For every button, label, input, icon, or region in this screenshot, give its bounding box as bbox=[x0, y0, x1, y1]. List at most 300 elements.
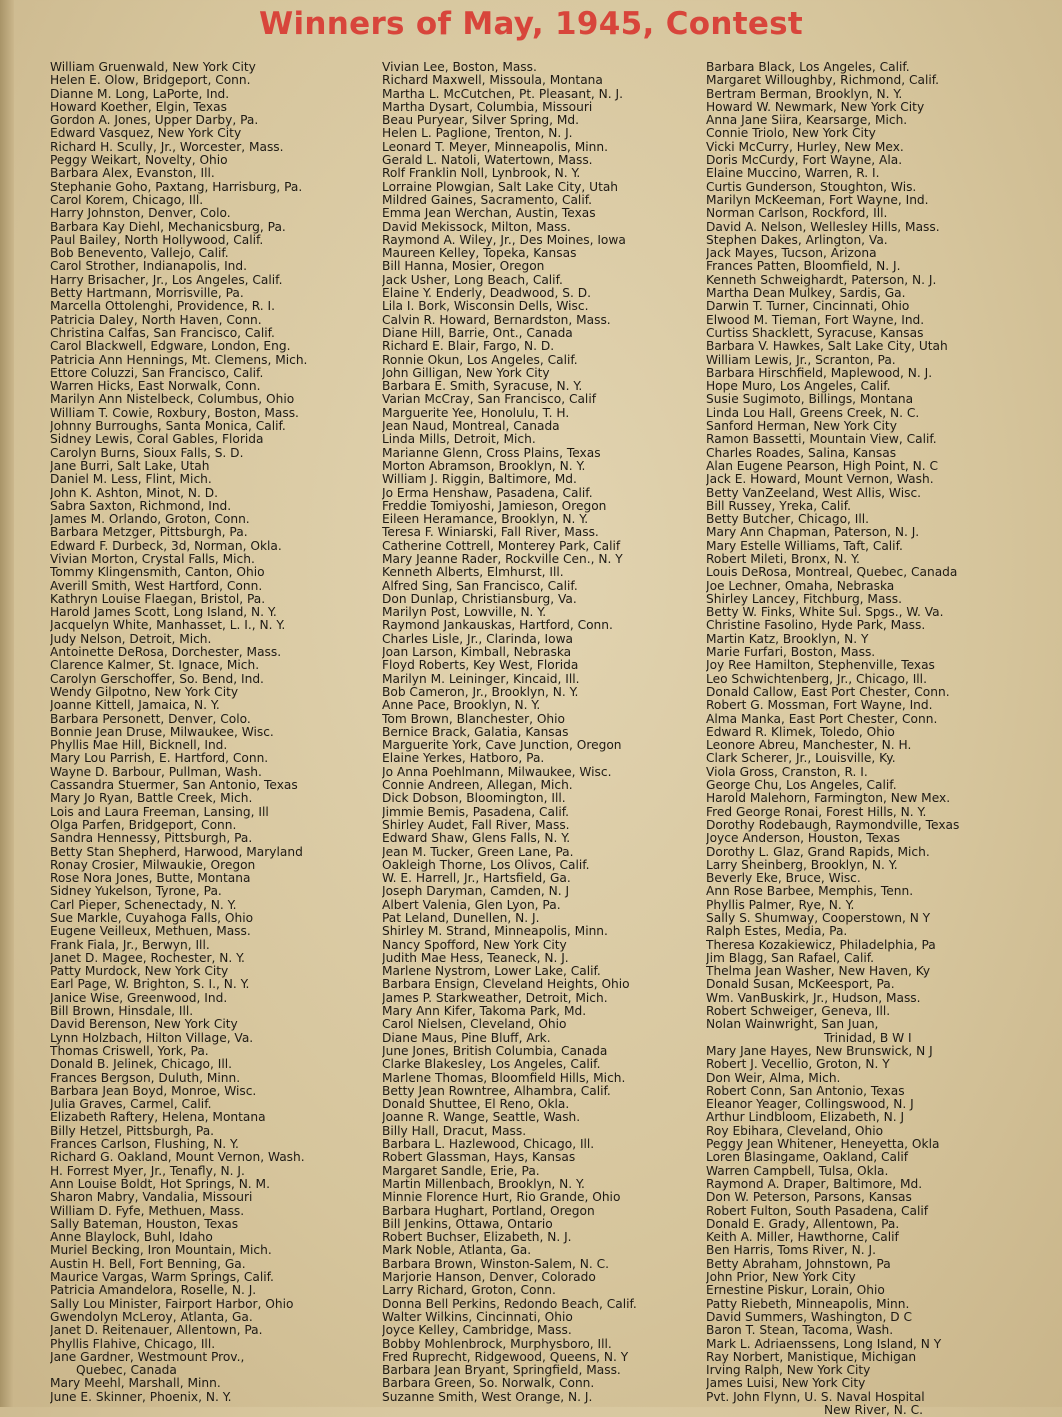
winner-entry: H. Forrest Myer, Jr., Tenafly, N. J. bbox=[50, 1164, 245, 1178]
winner-entry: Mary Ann Chapman, Paterson, N. J. bbox=[706, 526, 920, 540]
winner-entry: Thelma Jean Washer, New Haven, Ky bbox=[706, 965, 931, 979]
winner-entry: Shirley Lancey, Fitchburg, Mass. bbox=[706, 592, 902, 606]
winner-entry: Marilyn McKeeman, Fort Wayne, Ind. bbox=[706, 193, 929, 207]
winner-entry: Carl Pieper, Schenectady, N. Y. bbox=[50, 898, 237, 912]
winner-entry: Bill Jenkins, Ottawa, Ontario bbox=[382, 1217, 553, 1231]
winner-entry: Barbara Metzger, Pittsburgh, Pa. bbox=[50, 526, 248, 540]
winner-entry: Marguerite Yee, Honolulu, T. H. bbox=[382, 406, 570, 420]
winner-entry: Norman Carlson, Rockford, Ill. bbox=[706, 207, 888, 221]
winner-entry: Charles Lisle, Jr., Clarinda, Iowa bbox=[382, 632, 574, 646]
winner-entry: Bonnie Jean Druse, Milwaukee, Wisc. bbox=[50, 725, 274, 739]
winner-entry: Betty Jean Rowntree, Alhambra, Calif. bbox=[382, 1084, 611, 1098]
winner-entry: Sally Bateman, Houston, Texas bbox=[50, 1217, 239, 1231]
winner-entry: Betty Hartmann, Morrisville, Pa. bbox=[50, 287, 244, 301]
winner-entry: Quebec, Canada bbox=[76, 1364, 177, 1378]
winner-entry: Jim Blagg, San Rafael, Calif. bbox=[706, 951, 875, 965]
winner-entry: Patricia Amandelora, Roselle, N. J. bbox=[50, 1284, 257, 1298]
winner-entry: Jack Usher, Long Beach, Calif. bbox=[382, 273, 563, 287]
winner-entry: Johnny Burroughs, Santa Monica, Calif. bbox=[50, 420, 286, 434]
winner-entry: Ann Rose Barbee, Memphis, Tenn. bbox=[706, 885, 914, 899]
winner-entry: Wendy Gilpotno, New York City bbox=[50, 685, 239, 699]
winner-entry: Elizabeth Raftery, Helena, Montana bbox=[50, 1111, 266, 1125]
winner-entry: David Berenson, New York City bbox=[50, 1018, 238, 1032]
winner-entry: Martha Dysart, Columbia, Missouri bbox=[382, 100, 593, 114]
winner-entry: June Jones, British Columbia, Canada bbox=[382, 1044, 608, 1058]
winner-entry: Austin H. Bell, Fort Benning, Ga. bbox=[50, 1257, 246, 1271]
winner-entry: Barbara Ensign, Cleveland Heights, Ohio bbox=[382, 978, 630, 992]
winner-entry: Curtiss Shacklett, Syracuse, Kansas bbox=[706, 326, 924, 340]
winner-entry: Warren Campbell, Tulsa, Okla. bbox=[706, 1164, 889, 1178]
winner-entry: Sandra Hennessy, Pittsburgh, Pa. bbox=[50, 832, 253, 846]
winner-entry: Raymond A. Wiley, Jr., Des Moines, Iowa bbox=[382, 233, 626, 247]
winner-entry: Beverly Eke, Bruce, Wisc. bbox=[706, 872, 861, 886]
winner-entry: Sally Lou Minister, Fairport Harbor, Ohio bbox=[50, 1297, 294, 1311]
winner-entry: Bill Russey, Yreka, Calif. bbox=[706, 499, 851, 513]
winner-entry: Linda Lou Hall, Greens Creek, N. C. bbox=[706, 406, 920, 420]
winner-entry: Mary Jeanne Rader, Rockville Cen., N. Y bbox=[382, 552, 623, 566]
winner-entry: Robert Schweiger, Geneva, Ill. bbox=[706, 1005, 891, 1019]
winner-entry: Raymond A. Draper, Baltimore, Md. bbox=[706, 1177, 923, 1191]
winner-entry: Arthur Lindbloom, Elizabeth, N. J bbox=[706, 1111, 905, 1125]
winner-entry: Elwood M. Tieman, Fort Wayne, Ind. bbox=[706, 313, 925, 327]
winner-entry: Barbara Hughart, Portland, Oregon bbox=[382, 1204, 595, 1218]
winner-entry: John K. Ashton, Minot, N. D. bbox=[50, 486, 218, 500]
winner-entry: Linda Mills, Detroit, Mich. bbox=[382, 433, 536, 447]
winner-entry: Elaine Yerkes, Hatboro, Pa. bbox=[382, 752, 545, 766]
winner-entry: Marlene Nystrom, Lower Lake, Calif. bbox=[382, 965, 601, 979]
winner-entry: Muriel Becking, Iron Mountain, Mich. bbox=[50, 1244, 272, 1258]
winner-entry: Ettore Coluzzi, San Francisco, Calif. bbox=[50, 366, 264, 380]
winner-entry: Louis DeRosa, Montreal, Quebec, Canada bbox=[706, 566, 958, 580]
winner-entry: Jacquelyn White, Manhasset, L. I., N. Y. bbox=[50, 619, 286, 633]
winner-entry: Joan Larson, Kimball, Nebraska bbox=[382, 646, 572, 660]
winner-entry: John Prior, New York City bbox=[706, 1271, 856, 1285]
winner-entry: Roy Ebihara, Cleveland, Ohio bbox=[706, 1124, 884, 1138]
winner-entry: Joanne Kittell, Jamaica, N. Y. bbox=[50, 699, 220, 713]
winner-entry: Eleanor Yeager, Collingswood, N. J bbox=[706, 1098, 914, 1112]
winner-entry: Howard W. Newmark, New York City bbox=[706, 100, 925, 114]
winner-entry: Bertram Berman, Brooklyn, N. Y. bbox=[706, 87, 903, 101]
winner-entry: Anne Blaylock, Buhl, Idaho bbox=[50, 1231, 213, 1245]
winner-entry: Anne Pace, Brooklyn, N. Y. bbox=[382, 699, 541, 713]
winner-entry: Carol Strother, Indianapolis, Ind. bbox=[50, 260, 248, 274]
winner-entry: Stephen Dakes, Arlington, Va. bbox=[706, 233, 888, 247]
winner-entry: Larry Sheinberg, Brooklyn, N. Y. bbox=[706, 858, 898, 872]
winner-entry: Mildred Gaines, Sacramento, Calif. bbox=[382, 193, 592, 207]
winner-entry: Martin Millenbach, Brooklyn, N. Y. bbox=[382, 1177, 585, 1191]
winner-entry: Oakleigh Thorne, Los Olivos, Calif. bbox=[382, 858, 590, 872]
winner-entry: Morton Abramson, Brooklyn, N. Y. bbox=[382, 459, 586, 473]
winner-entry: Phyllis Mae Hill, Bicknell, Ind. bbox=[50, 739, 228, 753]
winner-entry: Edward Shaw, Glens Falls, N. Y. bbox=[382, 832, 571, 846]
winner-entry: Marilyn M. Leininger, Kincaid, Ill. bbox=[382, 672, 580, 686]
winner-entry: Minnie Florence Hurt, Rio Grande, Ohio bbox=[382, 1191, 621, 1205]
winner-entry: Sidney Yukelson, Tyrone, Pa. bbox=[50, 885, 222, 899]
winner-entry: Fred Ruprecht, Ridgewood, Queens, N. Y bbox=[382, 1350, 629, 1364]
winner-entry: Diane Maus, Pine Bluff, Ark. bbox=[382, 1031, 551, 1045]
winner-entry: Anna Jane Siira, Kearsarge, Mich. bbox=[706, 114, 908, 128]
winner-entry: Barbara Jean Boyd, Monroe, Wisc. bbox=[50, 1084, 257, 1098]
winner-entry: George Chu, Los Angeles, Calif. bbox=[706, 779, 897, 793]
winner-entry: Marilyn Ann Nistelbeck, Columbus, Ohio bbox=[50, 393, 295, 407]
winner-entry: Nancy Spofford, New York City bbox=[382, 938, 567, 952]
winner-entry: Marie Furfari, Boston, Mass. bbox=[706, 646, 876, 660]
winner-entry: Marlene Thomas, Bloomfield Hills, Mich. bbox=[382, 1071, 626, 1085]
winner-entry: Viola Gross, Cranston, R. I. bbox=[706, 765, 868, 779]
winner-entry: Barbara E. Smith, Syracuse, N. Y. bbox=[382, 380, 583, 394]
winner-entry: Nolan Wainwright, San Juan, bbox=[706, 1018, 879, 1032]
winner-entry: Mary Meehl, Marshall, Minn. bbox=[50, 1377, 221, 1391]
winner-entry: Patty Murdock, New York City bbox=[50, 965, 229, 979]
winner-entry: Carol Nielsen, Cleveland, Ohio bbox=[382, 1018, 567, 1032]
winner-entry: Tommy Klingensmith, Canton, Ohio bbox=[50, 566, 265, 580]
winner-entry: Mary Lou Parrish, E. Hartford, Conn. bbox=[50, 752, 269, 766]
winner-entry: Frances Carlson, Flushing, N. Y. bbox=[50, 1138, 239, 1152]
page-title: Winners of May, 1945, Contest bbox=[258, 6, 804, 42]
winner-entry: Alma Manka, East Port Chester, Conn. bbox=[706, 712, 938, 726]
winner-entry: Julia Graves, Carmel, Calif. bbox=[50, 1098, 212, 1112]
winner-entry: Dorothy Rodebaugh, Raymondville, Texas bbox=[706, 818, 960, 832]
winner-entry: Richard Maxwell, Missoula, Montana bbox=[382, 74, 603, 88]
winner-entry: Connie Andreen, Allegan, Mich. bbox=[382, 779, 573, 793]
winner-entry: Mary Jo Ryan, Battle Creek, Mich. bbox=[50, 792, 253, 806]
winner-entry: Donald E. Grady, Allentown, Pa. bbox=[706, 1217, 900, 1231]
winner-entry: Ralph Estes, Media, Pa. bbox=[706, 925, 848, 939]
winner-entry: Donald Susan, McKeesport, Pa. bbox=[706, 978, 895, 992]
winner-entry: Judith Mae Hess, Teaneck, N. J. bbox=[382, 951, 569, 965]
winner-entry: Jimmie Bemis, Pasadena, Calif. bbox=[382, 805, 569, 819]
winner-entry: Connie Triolo, New York City bbox=[706, 127, 876, 141]
winner-entry: Robert Conn, San Antonio, Texas bbox=[706, 1084, 905, 1098]
winner-entry: Peggy Jean Whitener, Heneyetta, Okla bbox=[706, 1138, 940, 1152]
winner-entry: Jo Erma Henshaw, Pasadena, Calif. bbox=[382, 486, 593, 500]
winner-entry: Bob Benevento, Vallejo, Calif. bbox=[50, 247, 229, 261]
winner-entry: Patricia Ann Hennings, Mt. Clemens, Mich. bbox=[50, 353, 308, 367]
winner-entry: Gwendolyn McLeroy, Atlanta, Ga. bbox=[50, 1310, 253, 1324]
winner-entry: Edward F. Durbeck, 3d, Norman, Okla. bbox=[50, 539, 282, 553]
winner-entry: Olga Parfen, Bridgeport, Conn. bbox=[50, 818, 237, 832]
winner-entry: Lila I. Bork, Wisconsin Dells, Wisc. bbox=[382, 300, 589, 314]
winner-entry: Bob Cameron, Jr., Brooklyn, N. Y. bbox=[382, 685, 579, 699]
winner-entry: Frances Bergson, Duluth, Minn. bbox=[50, 1071, 241, 1085]
winner-entry: Suzanne Smith, West Orange, N. J. bbox=[382, 1390, 593, 1404]
winner-entry: David Mekissock, Milton, Mass. bbox=[382, 220, 571, 234]
winner-entry: Edward R. Klimek, Toledo, Ohio bbox=[706, 725, 895, 739]
winner-entry: Shirley Audet, Fall River, Mass. bbox=[382, 818, 570, 832]
winner-entry: Don Dunlap, Christiansburg, Va. bbox=[382, 592, 577, 606]
winner-entry: Richard G. Oakland, Mount Vernon, Wash. bbox=[50, 1151, 305, 1165]
winner-entry: William Gruenwald, New York City bbox=[50, 61, 256, 74]
winner-entry: Kenneth Schweighardt, Paterson, N. J. bbox=[706, 273, 937, 287]
winners-column-3 bbox=[706, 61, 1046, 1417]
winner-entry: Catherine Cottrell, Monterey Park, Calif bbox=[382, 539, 621, 553]
winner-entry: David A. Nelson, Wellesley Hills, Mass. bbox=[706, 220, 940, 234]
winner-entry: Helen L. Paglione, Trenton, N. J. bbox=[382, 127, 573, 141]
winner-entry: Sally S. Shumway, Cooperstown, N Y bbox=[706, 912, 931, 925]
winner-entry: Rolf Franklin Noll, Lynbrook, N. Y. bbox=[382, 167, 581, 181]
winner-entry: Ray Norbert, Manistique, Michigan bbox=[706, 1350, 917, 1364]
winner-entry: Betty Stan Shepherd, Harwood, Maryland bbox=[50, 845, 303, 859]
winner-entry: Kenneth Alberts, Elmhurst, Ill. bbox=[382, 566, 564, 580]
winner-entry: Margaret Willoughby, Richmond, Calif. bbox=[706, 74, 940, 88]
winner-entry: Clark Scherer, Jr., Louisville, Ky. bbox=[706, 752, 896, 766]
winner-entry: Earl Page, W. Brighton, S. I., N. Y. bbox=[50, 978, 250, 992]
winner-entry: Don W. Peterson, Parsons, Kansas bbox=[706, 1191, 912, 1205]
winner-entry: Robert Glassman, Hays, Kansas bbox=[382, 1151, 576, 1165]
winner-entry: Beau Puryear, Silver Spring, Md. bbox=[382, 114, 580, 128]
winner-entry: Barbara Green, So. Norwalk, Conn. bbox=[382, 1377, 595, 1391]
winner-entry: Barbara L. Hazlewood, Chicago, Ill. bbox=[382, 1138, 595, 1152]
winner-entry: Floyd Roberts, Key West, Florida bbox=[382, 659, 579, 673]
winner-entry: Freddie Tomiyoshi, Jamieson, Oregon bbox=[382, 499, 607, 513]
winner-entry: Carolyn Burns, Sioux Falls, S. D. bbox=[50, 446, 244, 460]
winner-entry: Jean M. Tucker, Green Lane, Pa. bbox=[382, 845, 574, 859]
winner-entry: Ramon Bassetti, Mountain View, Calif. bbox=[706, 433, 937, 447]
winner-entry: Elaine Y. Enderly, Deadwood, S. D. bbox=[382, 287, 591, 301]
winner-entry: Carol Korem, Chicago, Ill. bbox=[50, 193, 204, 207]
winner-entry: Dorothy L. Glaz, Grand Rapids, Mich. bbox=[706, 845, 930, 859]
winner-entry: Marcella Ottolenghi, Providence, R. I. bbox=[50, 300, 275, 314]
winner-entry: Marilyn Post, Lowville, N. Y. bbox=[382, 606, 547, 620]
winner-entry: Marguerite York, Cave Junction, Oregon bbox=[382, 739, 622, 753]
winner-entry: Robert Mileti, Bronx, N. Y. bbox=[706, 552, 860, 566]
winner-entry: Betty VanZeeland, West Allis, Wisc. bbox=[706, 486, 922, 500]
page-binding-edge bbox=[0, 0, 14, 1407]
winner-entry: Sidney Lewis, Coral Gables, Florida bbox=[50, 433, 264, 447]
winner-entry: Teresa F. Winiarski, Fall River, Mass. bbox=[382, 526, 599, 540]
winner-entry: Kathryn Louise Flaegan, Bristol, Pa. bbox=[50, 592, 266, 606]
winner-entry: Harold James Scott, Long Island, N. Y. bbox=[50, 606, 277, 620]
winner-entry: Robert Fulton, South Pasadena, Calif bbox=[706, 1204, 929, 1218]
winner-entry: Walter Wilkins, Cincinnati, Ohio bbox=[382, 1310, 573, 1324]
winner-entry: Curtis Gunderson, Stoughton, Wis. bbox=[706, 180, 917, 194]
winner-entry: Stephanie Goho, Paxtang, Harrisburg, Pa. bbox=[50, 180, 303, 194]
winner-entry: James M. Orlando, Groton, Conn. bbox=[50, 513, 250, 527]
winner-entry: Richard E. Blair, Fargo, N. D. bbox=[382, 340, 555, 354]
winner-entry: Richard H. Scully, Jr., Worcester, Mass. bbox=[50, 140, 284, 154]
winner-entry: Janet D. Magee, Rochester, N. Y. bbox=[50, 951, 245, 965]
winner-entry: John Gilligan, New York City bbox=[382, 366, 550, 380]
winner-entry: William T. Cowie, Roxbury, Boston, Mass. bbox=[50, 406, 299, 420]
winner-entry: Ernestine Piskur, Lorain, Ohio bbox=[706, 1284, 885, 1298]
winner-entry: Cassandra Stuermer, San Antonio, Texas bbox=[50, 779, 298, 793]
winner-entry: Elaine Muccino, Warren, R. I. bbox=[706, 167, 880, 181]
winner-entry: Jean Naud, Montreal, Canada bbox=[382, 420, 560, 434]
winner-entry: Charles Roades, Salina, Kansas bbox=[706, 446, 897, 460]
winner-entry: Joseph Daryman, Camden, N. J bbox=[382, 885, 570, 899]
winner-entry: Carol Blackwell, Edgware, London, Eng. bbox=[50, 340, 291, 354]
winner-entry: Margaret Sandle, Erie, Pa. bbox=[382, 1164, 540, 1178]
winner-entry: Janice Wise, Greenwood, Ind. bbox=[50, 991, 228, 1005]
winner-entry: Frank Fiala, Jr., Berwyn, Ill. bbox=[50, 938, 210, 952]
winner-entry: David Summers, Washington, D C bbox=[706, 1310, 913, 1324]
winner-entry: Joy Ree Hamilton, Stephenville, Texas bbox=[706, 659, 935, 673]
winner-entry: Bill Hanna, Mosier, Oregon bbox=[382, 260, 545, 274]
winner-entry: Carolyn Gerschoffer, So. Bend, Ind. bbox=[50, 672, 264, 686]
winner-entry: Harold Malehorn, Farmington, New Mex. bbox=[706, 792, 951, 806]
winner-entry: Joyce Kelley, Cambridge, Mass. bbox=[382, 1324, 572, 1338]
winner-entry: Martha L. McCutchen, Pt. Pleasant, N. J. bbox=[382, 87, 623, 101]
winner-entry: Martha Dean Mulkey, Sardis, Ga. bbox=[706, 287, 906, 301]
winner-entry: Phyllis Flahive, Chicago, Ill. bbox=[50, 1337, 216, 1351]
winner-entry: Ann Louise Boldt, Hot Springs, N. M. bbox=[50, 1177, 270, 1191]
winner-entry: Alan Eugene Pearson, High Point, N. C bbox=[706, 459, 938, 473]
winner-entry: Sanford Herman, New York City bbox=[706, 420, 897, 434]
winner-entry: Rose Nora Jones, Butte, Montana bbox=[50, 872, 251, 886]
winner-entry: Mary Jane Hayes, New Brunswick, N J bbox=[706, 1044, 933, 1058]
winner-entry: Leo Schwichtenberg, Jr., Chicago, Ill. bbox=[706, 672, 927, 686]
winner-entry: Bill Brown, Hinsdale, Ill. bbox=[50, 1005, 194, 1019]
winner-entry: Billy Hetzel, Pittsburgh, Pa. bbox=[50, 1124, 215, 1138]
winner-entry: Robert G. Mossman, Fort Wayne, Ind. bbox=[706, 699, 933, 713]
winner-entry: William Lewis, Jr., Scranton, Pa. bbox=[706, 353, 896, 367]
winner-entry: Patricia Daley, North Haven, Conn. bbox=[50, 313, 262, 327]
winner-entry: James Luisi, New York City bbox=[706, 1377, 866, 1391]
winner-entry: Mark L. Adriaenssens, Long Island, N Y bbox=[706, 1337, 942, 1351]
winners-list bbox=[50, 61, 1050, 1417]
winner-entry: Averill Smith, West Hartford, Conn. bbox=[50, 579, 263, 593]
winner-entry: Harry Brisacher, Jr., Los Angeles, Calif. bbox=[50, 273, 283, 287]
winner-entry: Shirley M. Strand, Minneapolis, Minn. bbox=[382, 925, 608, 939]
winner-entry: Joanne R. Wange, Seattle, Wash. bbox=[382, 1111, 581, 1125]
winner-entry: June E. Skinner, Phoenix, N. Y. bbox=[50, 1390, 232, 1404]
winner-entry: Irving Ralph, New York City bbox=[706, 1364, 871, 1378]
winner-entry: Mark Noble, Atlanta, Ga. bbox=[382, 1244, 532, 1258]
winner-entry: Jack E. Howard, Mount Vernon, Wash. bbox=[706, 473, 934, 487]
winner-entry: Dianne M. Long, LaPorte, Ind. bbox=[50, 87, 230, 101]
winner-entry: Albert Valenia, Glen Lyon, Pa. bbox=[382, 898, 561, 912]
winner-entry: Edward Vasquez, New York City bbox=[50, 127, 242, 141]
winner-entry: Frances Patten, Bloomfield, N. J. bbox=[706, 260, 901, 274]
winner-entry: Wm. VanBuskirk, Jr., Hudson, Mass. bbox=[706, 991, 921, 1005]
winner-entry: Bobby Mohlenbrock, Murphysboro, Ill. bbox=[382, 1337, 612, 1351]
winner-entry: Jo Anna Poehlmann, Milwaukee, Wisc. bbox=[382, 765, 612, 779]
winner-entry: James P. Starkweather, Detroit, Mich. bbox=[382, 991, 608, 1005]
winner-entry: Varian McCray, San Francisco, Calif bbox=[382, 393, 596, 407]
winner-entry: Ronay Crosier, Milwaukie, Oregon bbox=[50, 858, 256, 872]
winner-entry: Donna Bell Perkins, Redondo Beach, Calif. bbox=[382, 1297, 637, 1311]
winner-entry: Leonard T. Meyer, Minneapolis, Minn. bbox=[382, 140, 608, 154]
winner-entry: Diane Hill, Barrie, Ont., Canada bbox=[382, 326, 573, 340]
winner-entry: Loren Blasingame, Oakland, Calif bbox=[706, 1151, 909, 1165]
winner-entry: Ronnie Okun, Los Angeles, Calif. bbox=[382, 353, 578, 367]
winner-entry: Robert Buchser, Elizabeth, N. J. bbox=[382, 1231, 572, 1245]
winner-entry: Vicki McCurry, Hurley, New Mex. bbox=[706, 140, 904, 154]
winner-entry: Martin Katz, Brooklyn, N. Y bbox=[706, 632, 869, 646]
winner-entry: Barbara Brown, Winston-Salem, N. C. bbox=[382, 1257, 609, 1271]
winner-entry: Baron T. Stean, Tacoma, Wash. bbox=[706, 1324, 894, 1338]
winner-entry: Sabra Saxton, Richmond, Ind. bbox=[50, 499, 232, 513]
winner-entry: Mary Estelle Williams, Taft, Calif. bbox=[706, 539, 903, 553]
winner-entry: Barbara Alex, Evanston, Ill. bbox=[50, 167, 215, 181]
winner-entry: William J. Riggin, Baltimore, Md. bbox=[382, 473, 577, 487]
winner-entry: Lorraine Plowgian, Salt Lake City, Utah bbox=[382, 180, 619, 194]
winner-entry: Clarence Kalmer, St. Ignace, Mich. bbox=[50, 659, 260, 673]
winner-entry: Antoinette DeRosa, Dorchester, Mass. bbox=[50, 646, 282, 660]
winner-entry: Barbara Hirschfield, Maplewood, N. J. bbox=[706, 366, 933, 380]
winner-entry: Sue Markle, Cuyahoga Falls, Ohio bbox=[50, 912, 254, 925]
winner-entry: Marjorie Hanson, Denver, Colorado bbox=[382, 1271, 596, 1285]
winner-entry: New River, N. C. bbox=[824, 1403, 924, 1417]
winner-entry: Daniel M. Less, Flint, Mich. bbox=[50, 473, 212, 487]
winner-entry: Warren Hicks, East Norwalk, Conn. bbox=[50, 380, 261, 394]
winner-entry: Helen E. Olow, Bridgeport, Conn. bbox=[50, 74, 251, 88]
winner-entry: Gerald L. Natoli, Watertown, Mass. bbox=[382, 154, 593, 168]
winner-entry: Christine Fasolino, Hyde Park, Mass. bbox=[706, 619, 926, 633]
winner-entry: Patty Riebeth, Minneapolis, Minn. bbox=[706, 1297, 910, 1311]
winner-entry: Joyce Anderson, Houston, Texas bbox=[706, 832, 901, 846]
winner-entry: Marianne Glenn, Cross Plains, Texas bbox=[382, 446, 601, 460]
winner-entry: Barbara Jean Bryant, Springfield, Mass. bbox=[382, 1364, 621, 1378]
winner-entry: Lois and Laura Freeman, Lansing, Ill bbox=[50, 805, 269, 819]
winner-entry: Vivian Morton, Crystal Falls, Mich. bbox=[50, 552, 255, 566]
winner-entry: Betty W. Finks, White Sul. Spgs., W. Va. bbox=[706, 606, 944, 620]
winner-entry: Calvin R. Howard, Bernardston, Mass. bbox=[382, 313, 611, 327]
winner-entry: Billy Hall, Dracut, Mass. bbox=[382, 1124, 527, 1138]
winner-entry: Lynn Holzbach, Hilton Village, Va. bbox=[50, 1031, 254, 1045]
winner-entry: Thomas Criswell, York, Pa. bbox=[50, 1044, 209, 1058]
winner-entry: Wayne D. Barbour, Pullman, Wash. bbox=[50, 765, 262, 779]
winner-entry: Leonore Abreu, Manchester, N. H. bbox=[706, 739, 912, 753]
winner-entry: Fred George Ronai, Forest Hills, N. Y. bbox=[706, 805, 927, 819]
winner-entry: Donald B. Jelinek, Chicago, Ill. bbox=[50, 1058, 233, 1072]
winner-entry: Howard Koether, Elgin, Texas bbox=[50, 100, 227, 114]
winner-entry: Maurice Vargas, Warm Springs, Calif. bbox=[50, 1271, 274, 1285]
winner-entry: Phyllis Palmer, Rye, N. Y. bbox=[706, 898, 855, 912]
winner-entry: Vivian Lee, Boston, Mass. bbox=[382, 61, 537, 74]
winner-entry: Alfred Sing, San Francisco, Calif. bbox=[382, 579, 578, 593]
winner-entry: Jane Gardner, Westmount Prov., bbox=[50, 1350, 245, 1364]
winner-entry: W. E. Harrell, Jr., Hartsfield, Ga. bbox=[382, 872, 571, 886]
winner-entry: Tom Brown, Blanchester, Ohio bbox=[382, 712, 565, 726]
winner-entry: Doris McCurdy, Fort Wayne, Ala. bbox=[706, 154, 903, 168]
winner-entry: Paul Bailey, North Hollywood, Calif. bbox=[50, 233, 264, 247]
winner-entry: Eileen Heramance, Brooklyn, N. Y. bbox=[382, 513, 589, 527]
winner-entry: Sharon Mabry, Vandalia, Missouri bbox=[50, 1191, 253, 1205]
winner-entry: Emma Jean Werchan, Austin, Texas bbox=[382, 207, 596, 221]
winner-entry: Harry Johnston, Denver, Colo. bbox=[50, 207, 231, 221]
winner-entry: Larry Richard, Groton, Conn. bbox=[382, 1284, 556, 1298]
winner-entry: Darwin T. Turner, Cincinnati, Ohio bbox=[706, 300, 910, 314]
winners-column-1 bbox=[50, 61, 390, 1404]
winner-entry: Robert J. Vecellio, Groton, N. Y bbox=[706, 1058, 890, 1072]
winner-entry: Peggy Weikart, Novelty, Ohio bbox=[50, 154, 228, 168]
winner-entry: Clarke Blakesley, Los Angeles, Calif. bbox=[382, 1058, 601, 1072]
winner-entry: Raymond Jankauskas, Hartford, Conn. bbox=[382, 619, 613, 633]
winner-entry: Pvt. John Flynn, U. S. Naval Hospital bbox=[706, 1390, 925, 1404]
winner-entry: William D. Fyfe, Methuen, Mass. bbox=[50, 1204, 245, 1218]
winner-entry: Barbara Kay Diehl, Mechanicsburg, Pa. bbox=[50, 220, 286, 234]
winner-entry: Jane Burri, Salt Lake, Utah bbox=[50, 459, 210, 473]
winner-entry: Don Weir, Alma, Mich. bbox=[706, 1071, 841, 1085]
winner-entry: Betty Butcher, Chicago, Ill. bbox=[706, 513, 870, 527]
winner-entry: Christina Calfas, San Francisco, Calif. bbox=[50, 326, 275, 340]
winner-entry: Gordon A. Jones, Upper Darby, Pa. bbox=[50, 114, 259, 128]
winners-column-2 bbox=[382, 61, 722, 1404]
winner-entry: Mary Ann Kifer, Takoma Park, Md. bbox=[382, 1005, 587, 1019]
winner-entry: Eugene Veilleux, Methuen, Mass. bbox=[50, 925, 251, 939]
winner-entry: Trinidad, B W I bbox=[824, 1031, 912, 1045]
winner-entry: Barbara Black, Los Angeles, Calif. bbox=[706, 61, 910, 74]
winner-entry: Maureen Kelley, Topeka, Kansas bbox=[382, 247, 577, 261]
winner-entry: Pat Leland, Dunellen, N. J. bbox=[382, 912, 540, 925]
winner-entry: Barbara Personett, Denver, Colo. bbox=[50, 712, 251, 726]
winner-entry: Judy Nelson, Detroit, Mich. bbox=[50, 632, 212, 646]
winner-entry: Dick Dobson, Bloomington, Ill. bbox=[382, 792, 566, 806]
winner-entry: Bernice Brack, Galatia, Kansas bbox=[382, 725, 569, 739]
winner-entry: Donald Shuttee, El Reno, Okla. bbox=[382, 1098, 570, 1112]
winner-entry: Donald Callow, East Port Chester, Conn. bbox=[706, 685, 950, 699]
